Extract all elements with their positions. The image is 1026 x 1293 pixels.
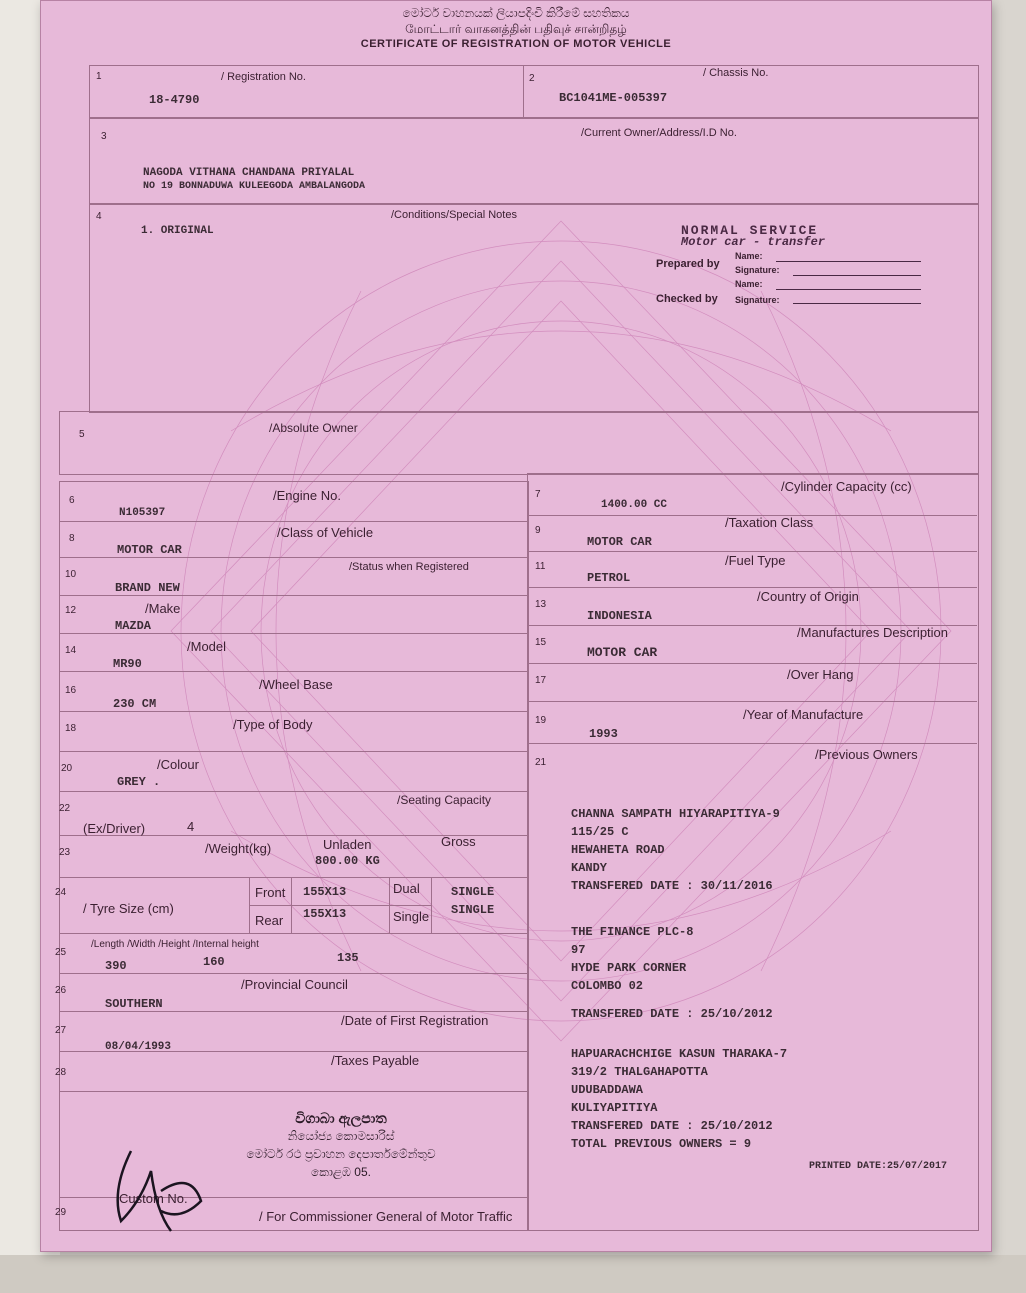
tyre-rear-type: SINGLE [451, 903, 495, 917]
background-bottom [0, 1255, 1026, 1293]
council-value: SOUTHERN [105, 997, 163, 1011]
reg-no-label: / Registration No. [221, 71, 306, 83]
owner-name: NAGODA VITHANA CHANDANA PRIYALAL [143, 167, 355, 179]
origin-value: INDONESIA [587, 609, 652, 623]
cylinder-value: 1400.00 CC [601, 499, 668, 511]
year-label: /Year of Manufacture [743, 707, 864, 722]
unladen-label: Unladen [323, 837, 372, 852]
taxes-label: /Taxes Payable [331, 1053, 420, 1068]
origin-label: /Country of Origin [757, 589, 859, 604]
owner-address: NO 19 BONNADUWA KULEEGODA AMBALANGODA [143, 181, 366, 192]
length-value: 390 [105, 959, 127, 973]
model-label: /Model [187, 639, 227, 654]
height-value: 135 [337, 951, 359, 965]
tyre-front-value: 155X13 [303, 885, 347, 899]
seating-value: 4 [187, 819, 195, 834]
seating-sub: (Ex/Driver) [83, 821, 146, 836]
checked-by-label: Checked by [656, 293, 718, 305]
prev-owners-label: /Previous Owners [815, 747, 918, 762]
gross-label: Gross [441, 834, 476, 849]
model-value: MR90 [113, 657, 142, 671]
chassis-no-value: BC1041ME-005397 [559, 91, 668, 105]
wheel-base-label: /Wheel Base [259, 677, 333, 692]
previous-owner-1: CHANNA SAMPATH HIYARAPITIYA-9 115/25 C HEWAHETA ROAD KANDY TRANSFERED DATE : 30/11/2016 [571, 807, 780, 893]
fuel-label: /Fuel Type [725, 553, 786, 568]
taxation-label: /Taxation Class [725, 515, 814, 530]
dims-label: /Length /Width /Height /Internal height [91, 939, 259, 950]
tyre-rear-value: 155X13 [303, 907, 347, 921]
tyre-label: / Tyre Size (cm) [83, 901, 174, 916]
stamp-normal-service: NORMAL SERVICE [681, 223, 819, 238]
council-label: /Provincial Council [241, 977, 348, 992]
official-signature [101, 1131, 221, 1241]
title-english: CERTIFICATE OF REGISTRATION OF MOTOR VEHICLE [360, 38, 672, 50]
current-owner-label: /Current Owner/Address/I.D No. [581, 127, 737, 139]
tyre-front-type: SINGLE [451, 885, 495, 899]
make-value: MAZDA [115, 619, 152, 633]
colour-value: GREY . [117, 775, 161, 789]
row-conditions [89, 203, 979, 413]
seating-label: /Seating Capacity [397, 793, 492, 807]
custom-no-label: Custom No. [119, 1191, 188, 1206]
engine-no-label: /Engine No. [273, 488, 341, 503]
stamp-motor-transfer: Motor car - transfer [681, 235, 826, 249]
class-vehicle-label: /Class of Vehicle [277, 525, 374, 540]
manuf-desc-value: MOTOR CAR [587, 645, 658, 660]
official-seal: විගාබා ඇලපාත නියෝජ්‍ය කොමසාරිස් මෝටර් රථ ප්‍රවාහන දෙපාර්තමේන්තුව කොළඹ 05. [246, 1110, 436, 1179]
width-value: 160 [203, 955, 225, 969]
class-vehicle-value: MOTOR CAR [117, 543, 182, 557]
year-value: 1993 [589, 727, 618, 741]
first-reg-value: 08/04/1993 [105, 1041, 172, 1053]
certificate-header [41, 5, 991, 52]
taxation-value: MOTOR CAR [587, 535, 652, 549]
printed-date: PRINTED DATE:25/07/2017 [809, 1161, 948, 1172]
absolute-owner-label: /Absolute Owner [269, 421, 358, 435]
conditions-value: 1. ORIGINAL [141, 225, 214, 237]
prepared-by-label: Prepared by [656, 258, 720, 270]
status-value: BRAND NEW [115, 581, 180, 595]
conditions-label: /Conditions/Special Notes [391, 209, 517, 221]
cylinder-label: /Cylinder Capacity (cc) [781, 479, 912, 494]
title-tamil: மோட்டார் வாகனத்தின் பதிவுச் சான்றிதழ் [405, 22, 627, 36]
commissioner-label: / For Commissioner General of Motor Traffic [259, 1209, 513, 1224]
make-label: /Make [145, 601, 181, 616]
previous-owner-3: HAPUARACHCHIGE KASUN THARAKA-7 319/2 THALGAHAPOTTA UDUBADDAWA KULIYAPITIYA TRANSFERED DATE : 25/10/2012 TOTAL PREVIOUS OWNERS = 9 [571, 1047, 788, 1151]
wheel-base-value: 230 CM [113, 697, 157, 711]
title-sinhala: මෝටර් වාහනයක් ලියාපදිංචි කිරීමේ සහතිකය [402, 6, 630, 20]
registration-certificate: මෝටර් වාහනයක් ලියාපදිංචි කිරීමේ සහතිකය மோட்டார் வாகனத்தின் பதிவுச் சான்றிதழ் CERTIFICATE OF REGISTRATION OF MOTOR VEHICLE 1 / Registration No. 18-4790 2 / Chassis No. BC1041ME-005397 3 /Current Owner/Address/I.D No. NAGODA VITHANA CHANDANA PRIYALAL NO 19 BONNADUWA KULEEGODA AMBALANGODA 4 /Conditions/Special Notes 1. ORIGINAL NORMAL SERVICE Motor car - transfer Prepared by Name: Signature: Name: Checked by Signature: 5 /Absolute Owner 6 /Engine No. N105397 8 /Class of Vehicle MOTOR CAR 10 /Status when Registered BRAND NEW 12 /Make MAZDA 14 /Model MR90 16 /Wheel Base 230 CM 18 /Type of Body 20 /Colour GREY . 22 /Seating Capacity (Ex/Driver) 4 23 /Weight(kg) Unladen Gross 800.00 KG 24 / Tyre Size (cm) Front Rear 155X13 155X13 Dual Single SINGLE SINGLE 25 /Length /Width /Height /Internal height 390 160 135 26 /Provincial Council SOUTHERN 27 /Date of First Registration 08/04/1993 28 /Taxes Payable විගාබා ඇලපාත නියෝජ්‍ය කොමසාරිස් මෝටර් රථ ප්‍රවාහන දෙපාර්තමේන්තුව කොළඹ 05. Custom No. 29 / For Commissioner General of Motor Traffic 7 /Cylinder Capacity (cc) 1400.00 CC 9 /Taxation Class MOTOR CAR 11 /Fuel Type PETROL 13 /Country of Origin INDONESIA 15 /Manufactures Description MOTOR CAR 17 /Over Hang 19 /Year of Manufacture 1993 21 /Previous Owners CHANNA SAMPATH HIYARAPITIYA-9 115/25 C HEWAHETA ROAD KANDY TRANSFERED DATE : 30/11/2016 THE FINANCE PLC-8 97 HYDE PARK CORNER COLOMBO 02 TRANSFERED DATE : 25/10/2012 HAPUARACHCHIGE KASUN THARAKA-7 319/2 THALGAHAPOTTA UDUBADDAWA KULIYAPITIYA TRANSFERED DATE : 25/10/2012 TOTAL PREVIOUS OWNERS = 9 PRINTED DATE:25/07/2017 [40, 0, 992, 1252]
row-absolute-owner [59, 411, 979, 475]
reg-no-value: 18-4790 [149, 93, 200, 107]
first-reg-label: /Date of First Registration [341, 1013, 489, 1028]
colour-label: /Colour [157, 757, 199, 772]
over-hang-label: /Over Hang [787, 667, 854, 682]
weight-value: 800.00 KG [315, 854, 380, 868]
weight-label: /Weight(kg) [205, 841, 272, 856]
fuel-value: PETROL [587, 571, 631, 585]
manuf-desc-label: /Manufactures Description [797, 625, 949, 640]
body-type-label: /Type of Body [233, 717, 313, 732]
engine-no-value: N105397 [119, 507, 166, 519]
previous-owner-2: THE FINANCE PLC-8 97 HYDE PARK CORNER COLOMBO 02 TRANSFERED DATE : 25/10/2012 [571, 925, 773, 1021]
chassis-no-label: / Chassis No. [703, 67, 769, 79]
status-label: /Status when Registered [349, 561, 469, 573]
